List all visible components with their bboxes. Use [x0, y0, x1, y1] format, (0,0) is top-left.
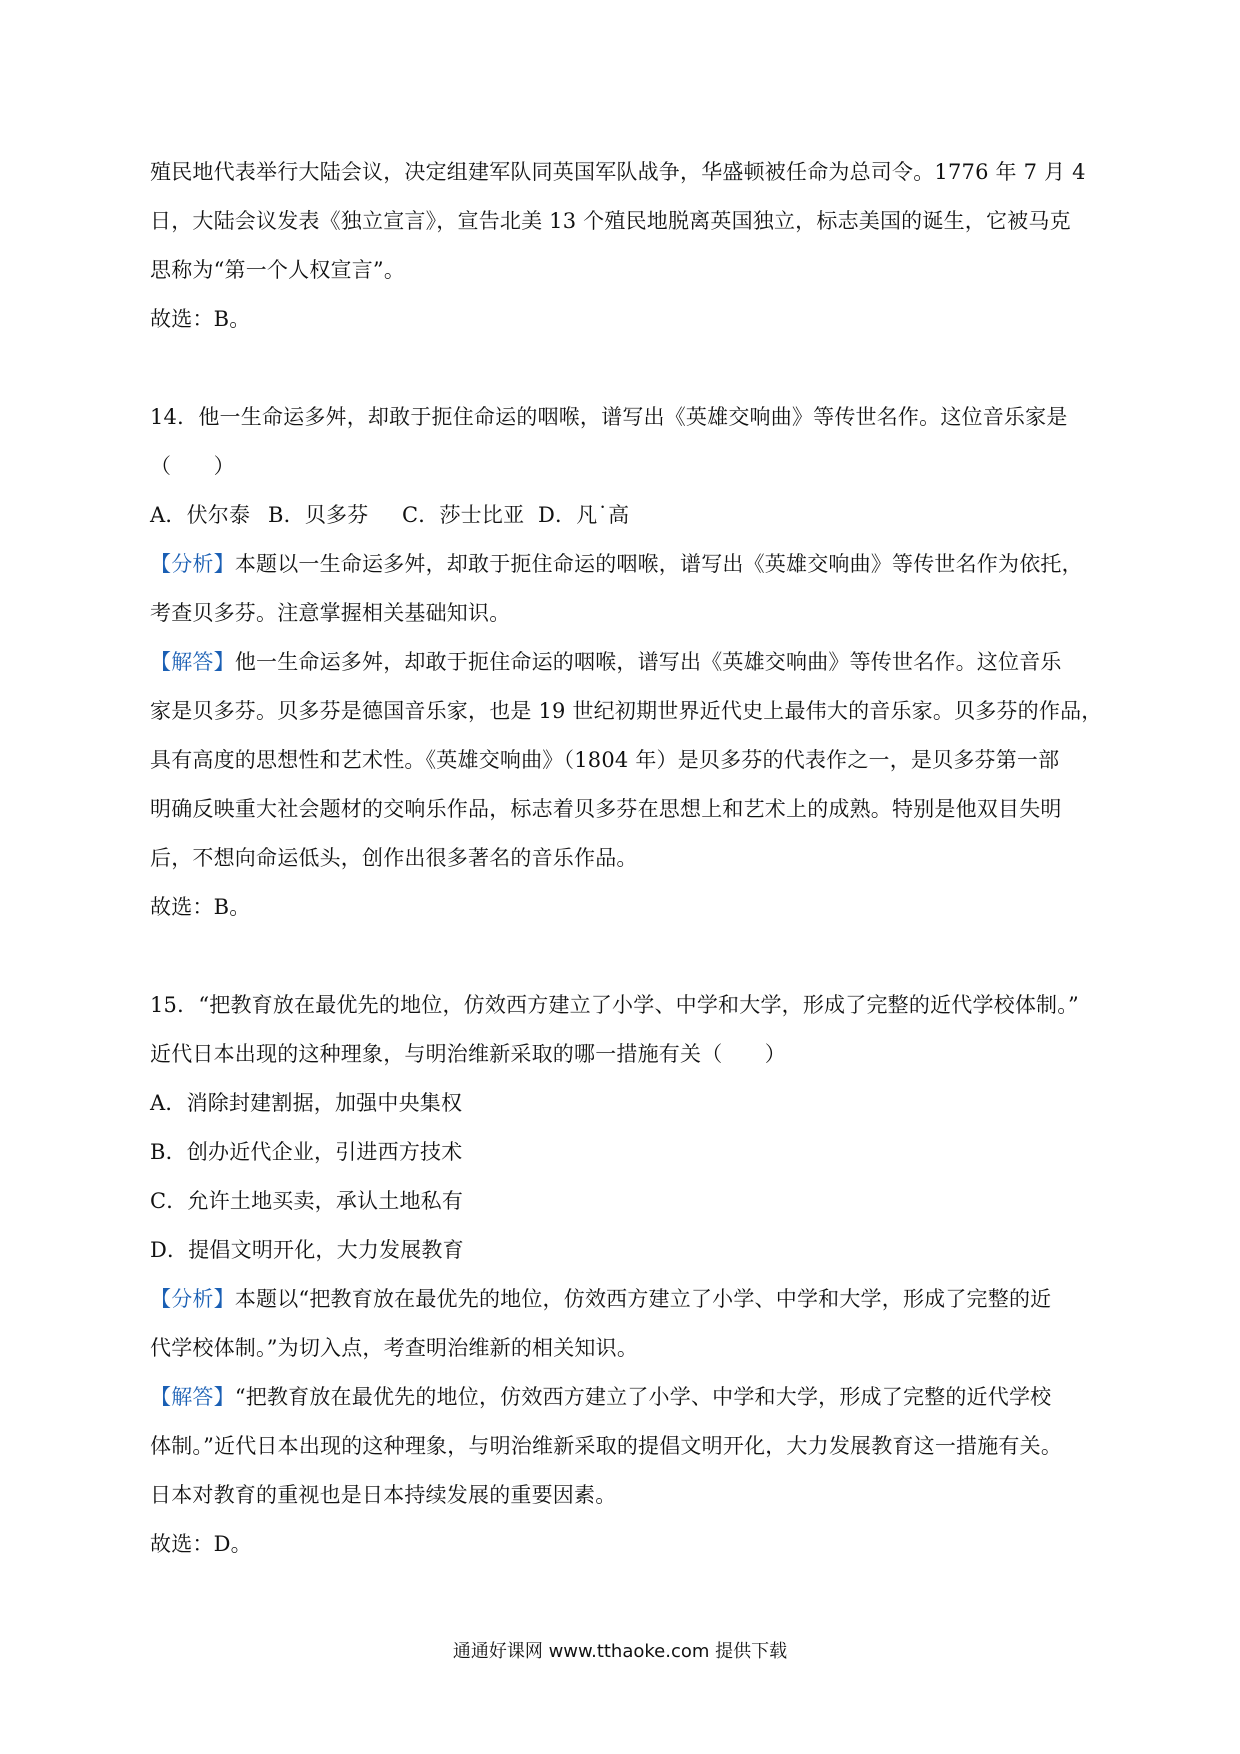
q15-solution-text: “把教育放在最优先的地位，仿效西方建立了小学、中学和大学，形成了完整的近代学校: [234, 1385, 1052, 1409]
q15-analysis-tag: 【分析】: [150, 1287, 235, 1311]
q14-stem-line: 14．他一生命运多舛，却敢于扼住命运的咽喉，谱写出《英雄交响曲》等传世名作。这位音乐家是: [150, 405, 1068, 429]
q14-solution-text: 他一生命运多舛，却敢于扼住命运的咽喉，谱写出《英雄交响曲》等传世名作。这位音乐: [234, 650, 1062, 674]
intro-line: 日，大陆会议发表《独立宣言》，宣告北美 13 个殖民地脱离英国独立，标志美国的诞生，它被马克: [150, 209, 1071, 233]
q14-option-b: B．贝多芬: [268, 503, 369, 527]
intro-line: 思称为“第一个人权宣言”。: [150, 258, 406, 282]
q15-analysis-line: [150, 1275, 1100, 1324]
q15-stem-line: 15．“把教育放在最优先的地位，仿效西方建立了小学、中学和大学，形成了完整的近代学校体制。”: [150, 993, 1079, 1017]
q15-option-d: D．提倡文明开化，大力发展教育: [150, 1238, 464, 1262]
q14-options: [150, 491, 1100, 540]
q15-option-c: C．允许土地买卖，承认土地私有: [150, 1189, 464, 1213]
q14-solution-line: 具有高度的思想性和艺术性。《英雄交响曲》（1804 年）是贝多芬的代表作之一，是贝多芬第一部: [150, 748, 1060, 772]
q14-option-a: A．伏尔泰: [150, 503, 251, 527]
q15-solution-line: 体制。”近代日本出现的这种理象，与明治维新采取的提倡文明开化，大力发展教育这一措施有关。: [150, 1434, 1063, 1458]
q15-solution-line: 日本对教育的重视也是日本持续发展的重要因素。: [150, 1483, 617, 1507]
q14-analysis-line: 考查贝多芬。注意掌握相关基础知识。: [150, 601, 511, 625]
q14-analysis-tag: 【分析】: [150, 552, 235, 576]
q14-solution-line: 后，不想向命运低头，创作出很多著名的音乐作品。: [150, 846, 638, 870]
q14-answer: 故选：B。: [150, 895, 251, 919]
q15-stem-line: 近代日本出现的这种理象，与明治维新采取的哪一措施有关（ ）: [150, 1042, 786, 1066]
q14-solution-line: 明确反映重大社会题材的交响乐作品，标志着贝多芬在思想上和艺术上的成熟。特别是他双目失明: [150, 797, 1062, 821]
q15-solution-tag: 【解答】: [150, 1385, 235, 1409]
q15-option-a: A．消除封建割据，加强中央集权: [150, 1091, 463, 1115]
q14-solution-tag: 【解答】: [150, 650, 235, 674]
q15-answer: 故选：D。: [150, 1532, 252, 1556]
q14-stem-line: （ ）: [150, 454, 235, 478]
page-content: [150, 148, 1103, 1569]
intro-line: 殖民地代表举行大陆会议，决定组建军队同英国军队战争，华盛顿被任命为总司令。1776 年 7 月 4: [150, 160, 1086, 184]
q14-solution-line: [150, 638, 1100, 687]
q14-analysis-text: 本题以一生命运多舛，却敢于扼住命运的咽喉，谱写出《英雄交响曲》等传世名作为依托，: [234, 552, 1083, 576]
q14-analysis-line: [150, 540, 1100, 589]
q15-analysis-line: 代学校体制。”为切入点，考查明治维新的相关知识。: [150, 1336, 639, 1360]
footer-download-note: 通通好课网 www.tthaoke.com 提供下载: [452, 1641, 788, 1662]
q14-option-c: C．莎士比亚: [402, 503, 525, 527]
spacer: [150, 344, 1100, 393]
q14-option-d: D．凡˙高: [538, 503, 630, 527]
intro-answer: 故选：B。: [150, 307, 251, 331]
q15-option-b: B．创办近代企业，引进西方技术: [150, 1140, 463, 1164]
q15-analysis-text: 本题以“把教育放在最优先的地位，仿效西方建立了小学、中学和大学，形成了完整的近: [234, 1287, 1052, 1311]
spacer: [150, 932, 1100, 981]
q14-solution-line: 家是贝多芬。贝多芬是德国音乐家，也是 19 世纪初期世界近代史上最伟大的音乐家。贝多芬的作品，: [150, 699, 1103, 723]
q15-solution-line: [150, 1373, 1100, 1422]
